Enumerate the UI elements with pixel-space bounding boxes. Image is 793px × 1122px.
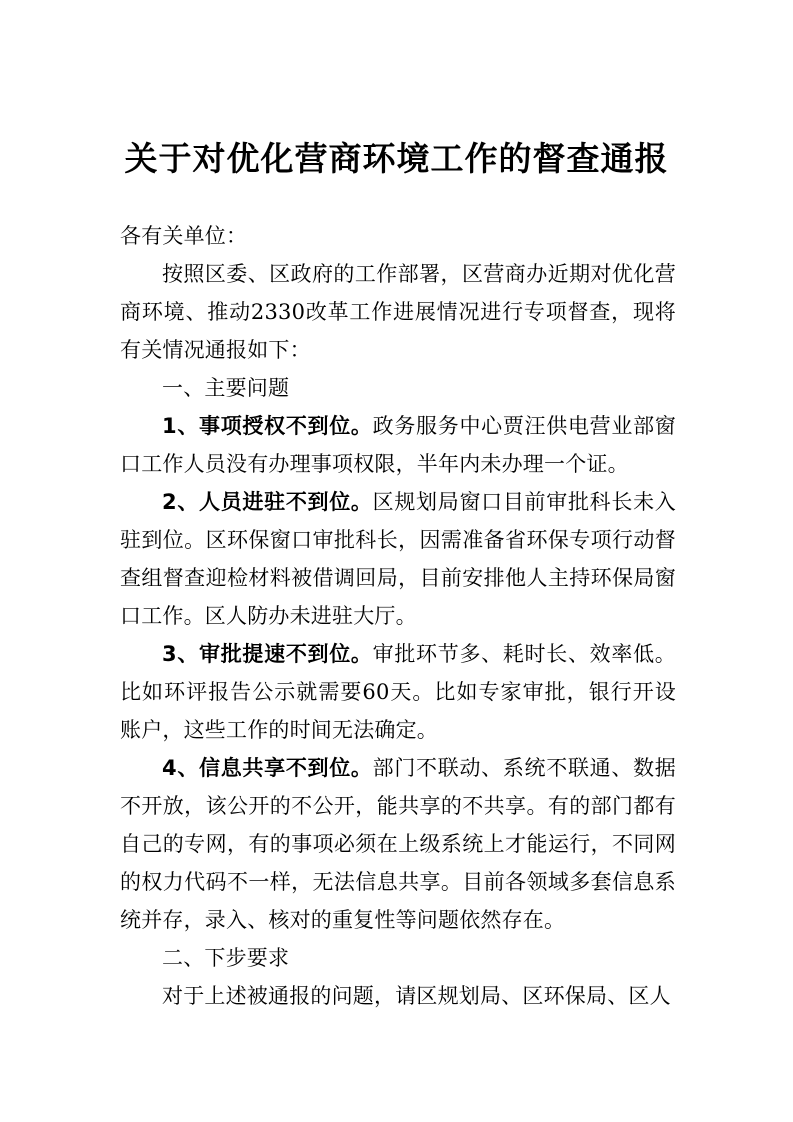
problem-text: 政务服务中心贾汪供电营业部窗口工作人员没有办理事项权限，半年内未办理一个证。: [120, 414, 676, 476]
problem-paragraph: [120, 749, 676, 939]
problem-text: 区规划局窗口目前审批科长未入驻到位。区环保窗口审批科长，因需准备省环保专项行动督查组督查迎检材料被借调回局，目前安排他人主持环保局窗口工作。区人防办未进驻大厅。: [120, 490, 676, 628]
problem-lead: 4、信息共享不到位。: [162, 756, 373, 780]
closing-paragraph: 对于上述被通报的问题，请区规划局、区环保局、区人: [162, 984, 671, 1008]
problem-paragraph: [120, 635, 676, 749]
problem-paragraph: [120, 483, 676, 635]
salutation: 各有关单位：: [120, 224, 248, 248]
problem-lead: 1、事项授权不到位。: [162, 414, 373, 438]
section-heading-problems: 一、主要问题: [162, 376, 290, 400]
problem-text: 部门不联动、系统不联通、数据不开放，该公开的不公开，能共享的不共享。有的部门都有自己的专网，有的事项必须在上级系统上才能运行，不同网的权力代码不一样，无法信息共享。目前各领域多套信息系统并存，录入、核对的重复性等问题依然存在。: [120, 756, 676, 932]
document-body: [120, 217, 676, 1015]
problem-text: 审批环节多、耗时长、效率低。比如环评报告公示就需要60天。比如专家审批，银行开设账户，这些工作的时间无法确定。: [120, 642, 676, 742]
intro-paragraph: 按照区委、区政府的工作部署，区营商办近期对优化营商环境、推动2330改革工作进展情况进行专项督查，现将有关情况通报如下：: [120, 262, 676, 362]
document-title: 关于对优化营商环境工作的督查通报: [124, 139, 669, 178]
problem-paragraph: [120, 407, 676, 483]
problem-lead: 2、人员进驻不到位。: [162, 490, 373, 514]
section-heading-requirements: 二、下步要求: [162, 946, 290, 970]
problem-lead: 3、审批提速不到位。: [162, 642, 373, 666]
